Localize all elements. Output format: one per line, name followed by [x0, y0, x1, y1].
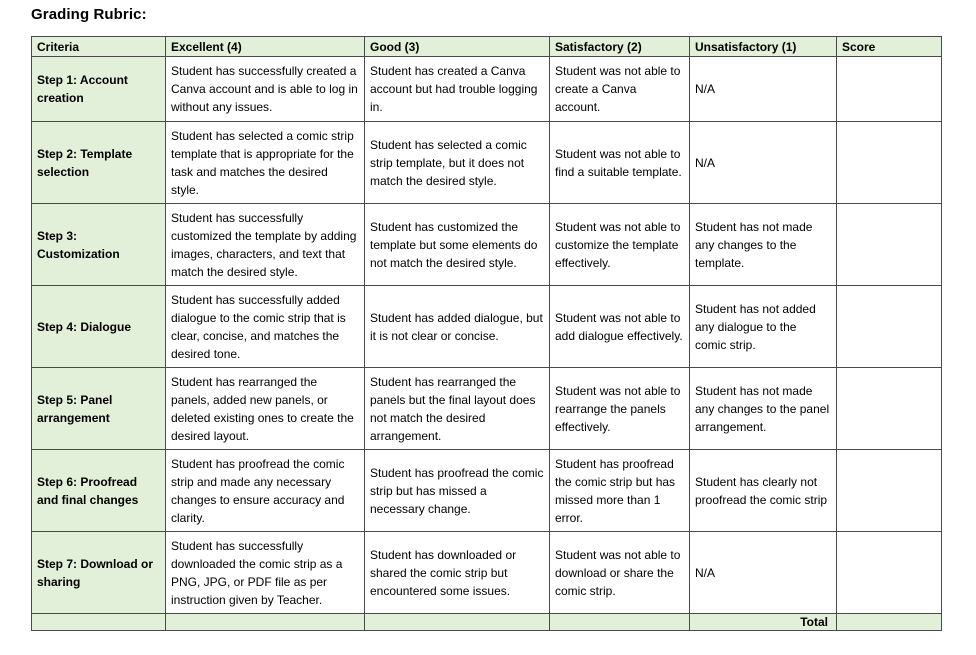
score-cell[interactable] [837, 368, 942, 450]
table-row [32, 532, 942, 614]
good-cell: Student has selected a comic strip template, but it does not match the desired style. [365, 122, 550, 204]
satisfactory-cell: Student was not able to customize the template effectively. [550, 204, 690, 286]
table-row [32, 57, 942, 122]
table-row [32, 204, 942, 286]
header-good: Good (3) [365, 37, 550, 57]
good-cell: Student has customized the template but some elements do not match the desired style. [365, 204, 550, 286]
total-row-blank-cell [166, 614, 365, 631]
unsatisfactory-cell: Student has not made any changes to the panel arrangement. [690, 368, 837, 450]
header-excellent: Excellent (4) [166, 37, 365, 57]
good-cell: Student has added dialogue, but it is not clear or concise. [365, 286, 550, 368]
table-row [32, 450, 942, 532]
excellent-cell: Student has successfully customized the template by adding images, characters, and text that match the desired style. [166, 204, 365, 286]
criteria-cell: Step 5: Panel arrangement [32, 368, 166, 450]
total-row [32, 614, 942, 631]
good-cell: Student has rearranged the panels but the final layout does not match the desired arrangement. [365, 368, 550, 450]
grading-rubric-table [31, 36, 942, 631]
satisfactory-cell: Student has proofread the comic strip but has missed more than 1 error. [550, 450, 690, 532]
unsatisfactory-cell: N/A [690, 122, 837, 204]
score-cell[interactable] [837, 450, 942, 532]
good-cell: Student has created a Canva account but had trouble logging in. [365, 57, 550, 122]
criteria-cell: Step 6: Proofread and final changes [32, 450, 166, 532]
total-row-blank-cell [550, 614, 690, 631]
table-row [32, 368, 942, 450]
table-row [32, 286, 942, 368]
total-label: Total [690, 614, 837, 631]
excellent-cell: Student has successfully downloaded the comic strip as a PNG, JPG, or PDF file as per instruction given by Teacher. [166, 532, 365, 614]
satisfactory-cell: Student was not able to rearrange the panels effectively. [550, 368, 690, 450]
score-cell[interactable] [837, 286, 942, 368]
satisfactory-cell: Student was not able to find a suitable template. [550, 122, 690, 204]
satisfactory-cell: Student was not able to download or share the comic strip. [550, 532, 690, 614]
table-row [32, 122, 942, 204]
unsatisfactory-cell: Student has not made any changes to the template. [690, 204, 837, 286]
unsatisfactory-cell: N/A [690, 532, 837, 614]
excellent-cell: Student has successfully added dialogue to the comic strip that is clear, concise, and matches the desired tone. [166, 286, 365, 368]
header-row [32, 37, 942, 57]
excellent-cell: Student has proofread the comic strip and made any necessary changes to ensure accuracy and clarity. [166, 450, 365, 532]
good-cell: Student has downloaded or shared the comic strip but encountered some issues. [365, 532, 550, 614]
criteria-cell: Step 3: Customization [32, 204, 166, 286]
total-row-blank-cell [365, 614, 550, 631]
good-cell: Student has proofread the comic strip but has missed a necessary change. [365, 450, 550, 532]
excellent-cell: Student has successfully created a Canva account and is able to log in without any issues. [166, 57, 365, 122]
total-score-cell[interactable] [837, 614, 942, 631]
criteria-cell: Step 4: Dialogue [32, 286, 166, 368]
excellent-cell: Student has selected a comic strip template that is appropriate for the task and matches the desired style. [166, 122, 365, 204]
criteria-cell: Step 1: Account creation [32, 57, 166, 122]
score-cell[interactable] [837, 57, 942, 122]
header-unsatisfactory: Unsatisfactory (1) [690, 37, 837, 57]
page-title: Grading Rubric: [31, 6, 147, 23]
total-row-blank-cell [32, 614, 166, 631]
criteria-cell: Step 2: Template selection [32, 122, 166, 204]
criteria-cell: Step 7: Download or sharing [32, 532, 166, 614]
header-satisfactory: Satisfactory (2) [550, 37, 690, 57]
score-cell[interactable] [837, 532, 942, 614]
header-score: Score [837, 37, 942, 57]
header-criteria: Criteria [32, 37, 166, 57]
excellent-cell: Student has rearranged the panels, added new panels, or deleted existing ones to create the desired layout. [166, 368, 365, 450]
unsatisfactory-cell: Student has not added any dialogue to the comic strip. [690, 286, 837, 368]
score-cell[interactable] [837, 122, 942, 204]
unsatisfactory-cell: N/A [690, 57, 837, 122]
satisfactory-cell: Student was not able to add dialogue effectively. [550, 286, 690, 368]
score-cell[interactable] [837, 204, 942, 286]
satisfactory-cell: Student was not able to create a Canva account. [550, 57, 690, 122]
unsatisfactory-cell: Student has clearly not proofread the comic strip [690, 450, 837, 532]
